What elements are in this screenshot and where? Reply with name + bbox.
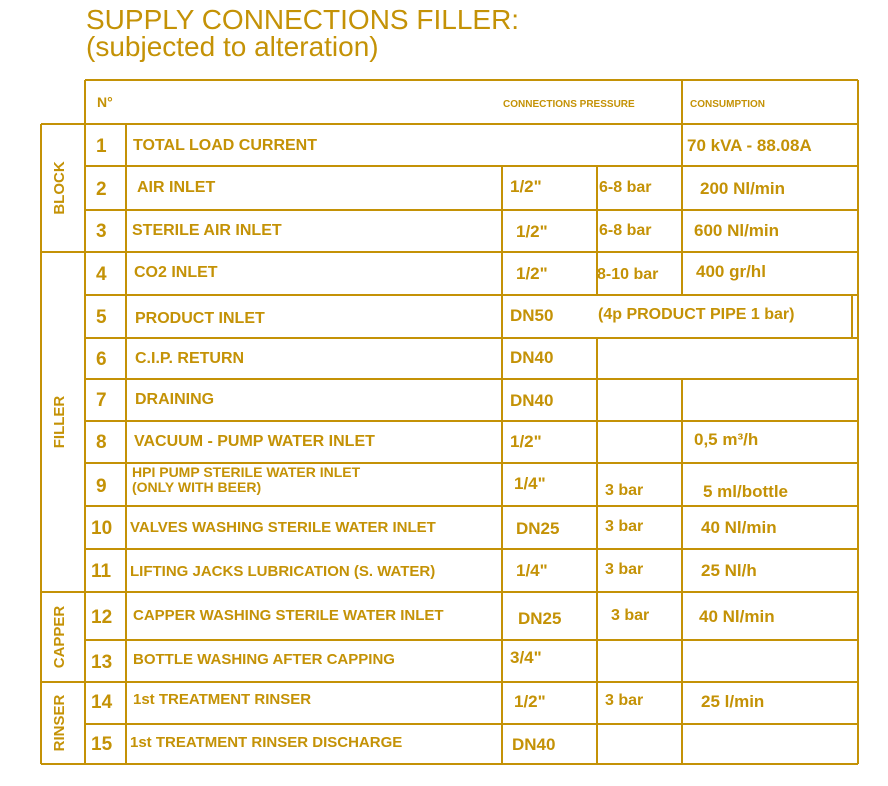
row-connection: DN40 <box>510 348 554 367</box>
group-label-capper: CAPPER <box>51 605 68 669</box>
row-pressure: (4p PRODUCT PIPE 1 bar) <box>598 306 795 323</box>
row-pressure: 8-10 bar <box>597 266 659 283</box>
row-description: PRODUCT INLET <box>135 310 265 327</box>
row-consumption: 600 Nl/min <box>694 221 780 240</box>
header-consumption: CONSUMPTION <box>690 99 765 110</box>
row-consumption: 25 l/min <box>701 692 765 711</box>
row-pressure: 3 bar <box>605 482 644 499</box>
row-description: TOTAL LOAD CURRENT <box>133 137 317 154</box>
row-number: 5 <box>96 307 107 328</box>
row-number: 7 <box>96 390 107 411</box>
row-pressure: 6-8 bar <box>599 222 652 239</box>
row-number: 11 <box>91 561 112 582</box>
row-pressure: 3 bar <box>605 561 644 578</box>
row-number: 2 <box>96 179 107 200</box>
row-connection: 1/4" <box>516 561 548 580</box>
row-connection: 1/4" <box>514 474 546 493</box>
row-connection: DN25 <box>516 519 560 538</box>
row-description: CAPPER WASHING STERILE WATER INLET <box>133 607 444 624</box>
row-number: 15 <box>91 734 113 755</box>
row-description: CO2 INLET <box>134 264 218 281</box>
group-label-filler: FILLER <box>51 395 68 449</box>
row-number: 8 <box>96 432 107 453</box>
row-description: DRAINING <box>135 391 215 408</box>
row-connection: 3/4" <box>510 648 542 667</box>
row-number: 12 <box>91 607 113 628</box>
row-consumption: 200 Nl/min <box>700 179 786 198</box>
row-number: 1 <box>96 136 107 157</box>
row-number: 13 <box>91 652 113 673</box>
row-consumption: 0,5 m³/h <box>694 430 759 449</box>
row-consumption: 40 Nl/min <box>699 607 775 626</box>
header-connections-pressure: CONNECTIONS PRESSURE <box>503 99 635 110</box>
row-description: C.I.P. RETURN <box>135 350 245 367</box>
row-connection: DN25 <box>518 609 562 628</box>
row-consumption: 40 Nl/min <box>701 518 777 537</box>
row-connection: DN40 <box>512 735 556 754</box>
group-label-rinser: RINSER <box>51 694 68 752</box>
row-description: LIFTING JACKS LUBRICATION (S. WATER) <box>130 563 436 580</box>
row-description: HPI PUMP STERILE WATER INLET <box>132 464 361 480</box>
row-connection: 1/2" <box>516 222 548 241</box>
row-number: 6 <box>96 349 107 370</box>
row-connection: 1/2" <box>510 432 542 451</box>
title-line-1: SUPPLY CONNECTIONS FILLER: <box>86 4 520 35</box>
row-connection: DN40 <box>510 391 554 410</box>
row-description-line-2: (ONLY WITH BEER) <box>132 479 262 495</box>
title-line-2: (subjected to alteration) <box>86 31 379 62</box>
row-consumption: 5 ml/bottle <box>703 482 789 501</box>
row-connection: DN50 <box>510 306 554 325</box>
group-label-block: BLOCK <box>51 161 68 215</box>
row-description: VALVES WASHING STERILE WATER INLET <box>130 519 436 536</box>
row-connection: 1/2" <box>510 177 542 196</box>
row-description: AIR INLET <box>137 179 216 196</box>
row-description: VACUUM - PUMP WATER INLET <box>134 433 375 450</box>
row-pressure: 3 bar <box>605 518 644 535</box>
row-connection: 1/2" <box>516 264 548 283</box>
row-connection: 1/2" <box>514 692 546 711</box>
row-pressure: 3 bar <box>605 692 644 709</box>
row-number: 10 <box>91 518 113 539</box>
row-consumption: 400 gr/hl <box>696 262 766 281</box>
row-number: 14 <box>91 692 113 713</box>
row-number: 9 <box>96 476 107 497</box>
row-number: 4 <box>96 264 107 285</box>
row-description: 1st TREATMENT RINSER <box>133 691 312 708</box>
row-description: BOTTLE WASHING AFTER CAPPING <box>133 651 395 668</box>
row-consumption: 70 kVA - 88.08A <box>687 136 812 155</box>
header-number: N° <box>97 94 113 110</box>
row-number: 3 <box>96 221 107 242</box>
row-description: STERILE AIR INLET <box>132 222 282 239</box>
row-description: 1st TREATMENT RINSER DISCHARGE <box>130 734 403 751</box>
row-consumption: 25 Nl/h <box>701 561 757 580</box>
row-pressure: 3 bar <box>611 607 650 624</box>
row-pressure: 6-8 bar <box>599 179 652 196</box>
